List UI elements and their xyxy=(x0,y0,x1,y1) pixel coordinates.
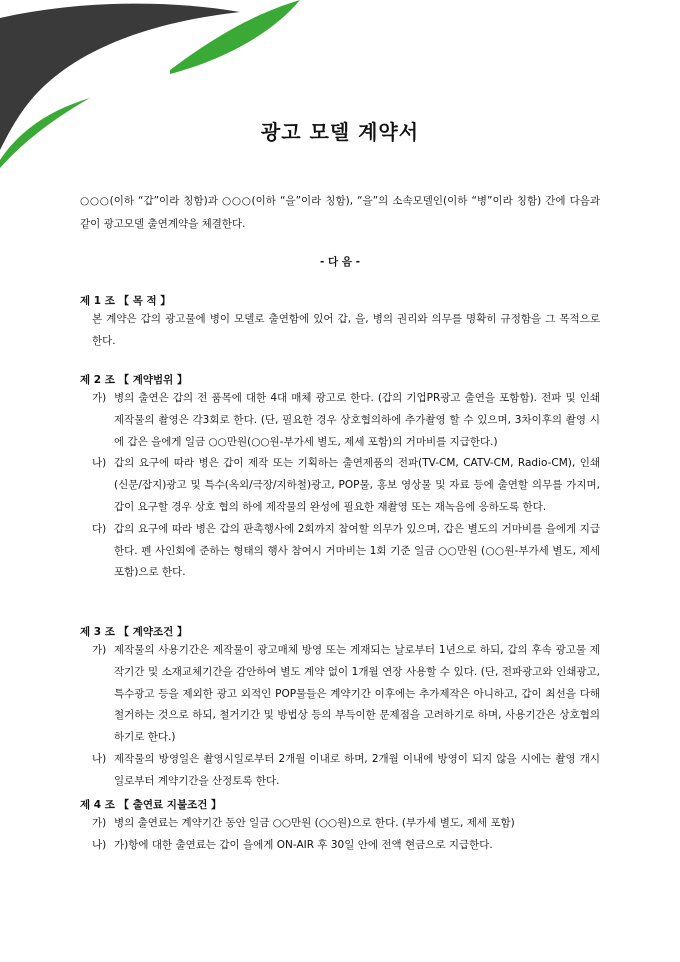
item-marker: 나) xyxy=(92,838,107,851)
article-2-heading: 제 2 조 【 계약범위 】 xyxy=(80,374,188,386)
article-3-heading: 제 3 조 【 계약조건 】 xyxy=(80,626,188,638)
list-item xyxy=(92,813,600,835)
list-item xyxy=(92,519,600,584)
article-1-body xyxy=(80,309,600,353)
list-item xyxy=(92,640,600,749)
list-item xyxy=(92,749,600,793)
item-text: 갑의 요구에 따라 병은 갑의 판촉행사에 2회까지 참여할 의무가 있으며, 갑은 별도의 거마비를 을에게 지급한다. 펜 사인회에 준하는 형태의 행사 참여시 거마비는 1회 기준 일금 ○○만원 (○○원-부가세 별도, 제세 포함)으로 한다. xyxy=(114,522,600,579)
article-2-body xyxy=(80,388,600,584)
article-1-text: 본 계약은 갑의 광고물에 병이 모델로 출연함에 있어 갑, 을, 병의 권리와 의무를 명확히 규정함을 그 목적으로 한다. xyxy=(92,313,600,347)
item-marker: 다) xyxy=(92,522,107,535)
item-marker: 나) xyxy=(92,752,107,765)
item-marker: 가) xyxy=(92,817,107,829)
item-text: 병의 출연은 갑의 전 품목에 대한 4대 매체 광고로 한다. (갑의 기업PR광고 출연을 포함함). 전파 및 인쇄 제작물의 촬영은 각3회로 한다. (단, 필요한 경우 상호협의하에 추가촬영 할 수 있으며, 3차이후의 촬영 시에 갑은 을에게 일금 ○○만원(○○원-부가세 별도, 제세 포함)의 거마비를 지급한다.) xyxy=(114,392,600,448)
document-title: 광고 모델 계약서 xyxy=(260,120,420,144)
item-text: 제작물의 사용기간은 제작물이 광고매체 방영 또는 게재되는 날로부터 1년으로 하되, 갑의 후속 광고물 제작기간 및 소재교체기간을 감안하여 별도 계약 없이 1개월 연장 사용할 수 있다. (단, 전파광고와 인쇄광고, 특수광고 등을 제외한 광고 외적인 POP물들은 계약기간 이후에는 추가제작은 아니하고, 갑이 최선을 다해 철거하는 것으로 하되, 철거기간 및 방법상 등의 부득이한 문제점을 고려하기로 하며, 사용기간은 상호협의하기로 한다.) xyxy=(114,644,600,744)
list-item xyxy=(92,835,600,857)
article-1-heading: 제 1 조 【 목 적 】 xyxy=(80,295,171,307)
section-marker: - 다 음 - xyxy=(320,256,360,268)
list-item xyxy=(92,388,600,453)
item-marker: 가) xyxy=(92,392,107,404)
list-item xyxy=(92,453,600,518)
item-marker: 나) xyxy=(92,457,107,470)
item-text: 제작물의 방영일은 촬영시일로부터 2개월 이내로 하며, 2개월 이내에 방영이 되지 않을 시에는 촬영 개시일로부터 계약기간을 산정토록 한다. xyxy=(114,752,600,787)
item-text: 가)항에 대한 출연료는 갑이 을에게 ON-AIR 후 30일 안에 전액 현금으로 지급한다. xyxy=(114,838,493,851)
intro-paragraph: ○○○(이하 “갑”이라 칭함)과 ○○○(이하 “을”이라 칭함), “을”의 소속모델인(이하 “병”이라 칭함) 간에 다음과 같이 광고모델 출연계약을 체결한다. xyxy=(80,195,600,230)
item-marker: 가) xyxy=(92,644,107,656)
article-4-heading: 제 4 조 【 출연료 지불조건 】 xyxy=(80,799,222,811)
item-text: 병의 출연료는 계약기간 동안 일금 ○○만원 (○○원)으로 한다. (부가세 별도, 제세 포함) xyxy=(114,817,515,829)
article-4-body xyxy=(80,813,600,857)
item-text: 갑의 요구에 따라 병은 갑이 제작 또는 기획하는 출연제품의 전파(TV-CM, CATV-CM, Radio-CM), 인쇄(신문/잡지)광고 및 특수(옥외/극장/지하철)광고, POP물, 홍보 영상물 및 자료 등에 출연할 의무를 가지며, 갑이 요구할 경우 상호 협의 하에 제작물의 완성에 필요한 재촬영 또는 재녹음에 응하도록 한다. xyxy=(114,457,600,513)
article-3-body xyxy=(80,640,600,793)
